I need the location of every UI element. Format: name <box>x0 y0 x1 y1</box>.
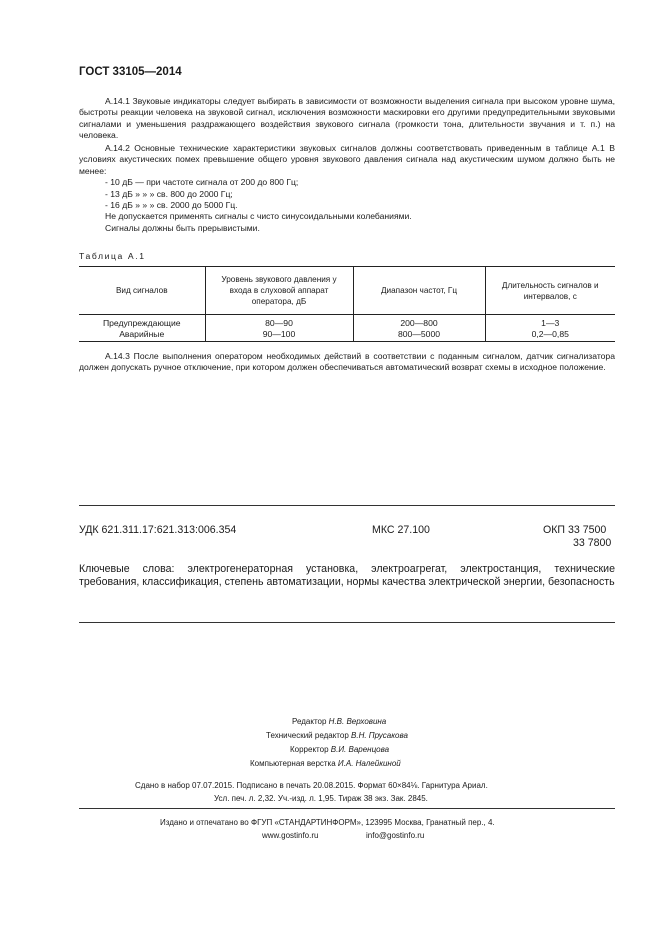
section-a14-2 <box>79 143 615 234</box>
paragraph-a14-3: А.14.3 После выполнения оператором необходимых действий в соответствии с поданным сигналом, датчик сигнализатора должен допускать ручное отключение, при котором должен обеспечиваться автоматический возврат схемы в исходное положение. <box>79 351 615 373</box>
credit-tech-editor <box>266 731 408 740</box>
column-header-sound-pressure: Уровень звукового давления у входа в слуховой аппарат оператора, дБ <box>205 267 353 315</box>
table-cell: 90—100 <box>262 328 296 339</box>
okp-code: ОКП 33 7500 <box>543 524 607 536</box>
table-cell: 800—5000 <box>397 328 441 339</box>
list-item: - 10 дБ — при частоте сигнала от 200 до 800 Гц; <box>105 177 299 188</box>
column-header-signal-type: Вид сигналов <box>79 267 205 315</box>
table-cell: Аварийные <box>119 328 165 339</box>
credit-corrector <box>290 745 389 754</box>
credit-label: Корректор <box>290 745 329 754</box>
table-cell: Предупреждающие <box>102 318 181 328</box>
udk-code: УДК 621.311.17:621.313:006.354 <box>79 524 237 536</box>
keywords: Ключевые слова: электрогенераторная установка, электроагрегат, электростанция, технические требования, классификация, степень автоматизации, нормы качества электрической энергии, безопасность <box>79 563 615 588</box>
credit-name: В.И. Варенцова <box>330 745 390 754</box>
cell-signal-type <box>79 315 205 342</box>
column-header-frequency-range: Диапазон частот, Гц <box>353 267 485 315</box>
table-cell: 200—800 <box>400 318 438 328</box>
imprint-line-2: Усл. печ. л. 2,32. Уч.-изд. л. 1,95. Тираж 38 экз. Зак. 2845. <box>214 794 428 803</box>
column-header-duration: Длительность сигналов и интервалов, с <box>485 267 615 315</box>
cell-sound-pressure <box>205 315 353 342</box>
okp-code-secondary: 33 7800 <box>573 537 612 549</box>
credit-name: Н.В. Верховина <box>328 717 387 726</box>
credit-label: Редактор <box>292 717 327 726</box>
imprint-publisher: Издано и отпечатано во ФГУП «СТАНДАРТИНФОРМ», 123995 Москва, Гранатный пер., 4. <box>160 818 495 827</box>
table-row <box>79 315 615 342</box>
imprint-website: www.gostinfo.ru <box>262 831 319 840</box>
table-header-row <box>79 267 615 315</box>
signal-table <box>79 266 615 342</box>
credit-name: И.А. Налейкиной <box>337 759 401 768</box>
cell-duration <box>485 315 615 342</box>
cell-frequency-range <box>353 315 485 342</box>
divider <box>79 808 615 809</box>
credit-editor <box>292 717 386 726</box>
note-intermittent: Сигналы должны быть прерывистыми. <box>105 222 260 233</box>
table-caption: Таблица А.1 <box>79 251 146 261</box>
credit-name: В.Н. Прусакова <box>351 731 408 740</box>
credit-label: Компьютерная верстка <box>250 759 336 768</box>
list-item: - 16 дБ » » » св. 2000 до 5000 Гц. <box>105 200 238 211</box>
credit-layout <box>250 759 401 768</box>
document-header: ГОСТ 33105—2014 <box>79 66 182 78</box>
list-item: - 13 дБ » » » св. 800 до 2000 Гц; <box>105 188 233 199</box>
mks-code: МКС 27.100 <box>372 524 430 536</box>
section-a14-1 <box>79 96 615 142</box>
paragraph-a14-2-intro: А.14.2 Основные технические характеристики звуковых сигналов должны соответствовать приведенным в таблице А.1 В условиях акустических помех превышение общего уровня звукового давления сигнала над акустическим шумом должно быть не менее: <box>79 143 615 176</box>
credit-label: Технический редактор <box>266 731 349 740</box>
table-cell: 0,2—0,85 <box>531 328 569 339</box>
note-sinusoidal: Не допускается применять сигналы с чисто синусоидальными колебаниями. <box>105 211 412 222</box>
table-cell: 1—3 <box>541 318 560 328</box>
section-a14-3 <box>79 351 615 374</box>
divider <box>79 622 615 623</box>
divider <box>79 505 615 506</box>
table-cell: 80—90 <box>265 318 293 328</box>
paragraph-a14-1: А.14.1 Звуковые индикаторы следует выбирать в зависимости от возможности выделения сигнала при высоком уровне шума, быстроты реакции человека на звуковой сигнал, исключения возможности маскировки его другими предупредительными звуковыми сигналами и уменьшения раздражающего воздействия звукового сигнала (громкости тона, длительности звучания и т. п.) на человека. <box>79 96 615 141</box>
imprint-line-1: Сдано в набор 07.07.2015. Подписано в печать 20.08.2015. Формат 60×84⅛. Гарнитура Ариал. <box>135 781 488 790</box>
imprint-email: info@gostinfo.ru <box>366 831 425 840</box>
